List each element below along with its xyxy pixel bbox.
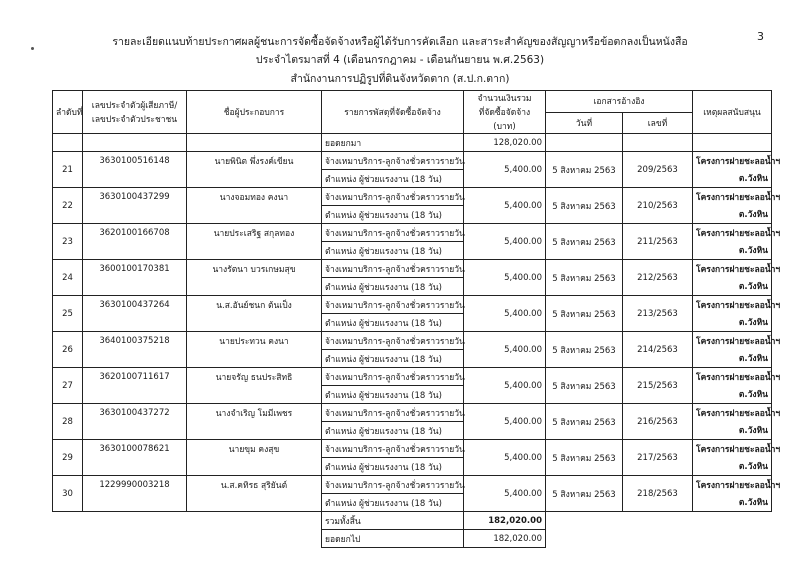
- table-row: [53, 260, 772, 278]
- row-name-blank: [187, 242, 322, 260]
- row-amount: 5,400.00: [464, 152, 546, 188]
- row-description: จ้างเหมาบริการ-ลูกจ้างชั่วคราวรายวัน: [322, 152, 464, 170]
- row-amount: 5,400.00: [464, 188, 546, 224]
- row-vendor-name: น.ส.อันย์ชนก ต้นเป็ง: [187, 296, 322, 314]
- row-description: จ้างเหมาบริการ-ลูกจ้างชั่วคราวรายวัน: [322, 260, 464, 278]
- row-vendor-name: นางจอมทอง คงนา: [187, 188, 322, 206]
- row-vendor-name: นายประเสริฐ สกุลทอง: [187, 224, 322, 242]
- row-vendor-name: นายประทวน คงนา: [187, 332, 322, 350]
- row-position: ตำแหน่ง ผู้ช่วยแรงงาน (18 วัน): [322, 242, 464, 260]
- col-amount-header: จำนวนเงินรวม ที่จัดซื้อจัดจ้าง (บาท): [464, 91, 546, 134]
- document-agency: สำนักงานการปฏิรูปที่ดินจังหวัดตาก (ส.ป.ก.ตาก): [290, 73, 510, 85]
- row-location: ต.วังหิน: [693, 314, 772, 332]
- row-location: ต.วังหิน: [693, 458, 772, 476]
- row-seq: 24: [53, 260, 83, 296]
- row-taxid: 3620100166708: [83, 224, 187, 242]
- table-row: [53, 224, 772, 242]
- row-taxid: 3620100711617: [83, 368, 187, 386]
- row-docno: 209/2563: [623, 152, 693, 188]
- row-description: จ้างเหมาบริการ-ลูกจ้างชั่วคราวรายวัน: [322, 476, 464, 494]
- row-position: ตำแหน่ง ผู้ช่วยแรงงาน (18 วัน): [322, 422, 464, 440]
- row-docno: 211/2563: [623, 224, 693, 260]
- row-reason: โครงการฝายชะลอน้ำฯ: [693, 260, 772, 278]
- procurement-table: [52, 90, 781, 548]
- row-amount: 5,400.00: [464, 440, 546, 476]
- page-number: 3: [757, 30, 764, 43]
- row-position: ตำแหน่ง ผู้ช่วยแรงงาน (18 วัน): [322, 494, 464, 512]
- row-date: 5 สิงหาคม 2563: [546, 404, 623, 440]
- row-taxid: 3600100170381: [83, 260, 187, 278]
- row-date: 5 สิงหาคม 2563: [546, 224, 623, 260]
- row-reason: โครงการฝายชะลอน้ำฯ: [693, 476, 772, 494]
- col-reason-header: เหตุผลสนับสนุน: [693, 91, 772, 134]
- row-taxid: 3630100078621: [83, 440, 187, 458]
- row-taxid-blank: [83, 206, 187, 224]
- row-taxid: 1229990003218: [83, 476, 187, 494]
- col-docno-header: เลขที่: [623, 112, 693, 134]
- table-footer: [53, 512, 772, 548]
- row-taxid-blank: [83, 458, 187, 476]
- table-row: [53, 296, 772, 314]
- row-location: ต.วังหิน: [693, 242, 772, 260]
- row-reason: โครงการฝายชะลอน้ำฯ: [693, 440, 772, 458]
- row-amount: 5,400.00: [464, 476, 546, 512]
- brought-forward-label: ยอดยกมา: [322, 134, 464, 152]
- table-row: [53, 332, 772, 350]
- row-vendor-name: นายขุม คงสุข: [187, 440, 322, 458]
- row-docno: 218/2563: [623, 476, 693, 512]
- row-docno: 217/2563: [623, 440, 693, 476]
- table-row: [53, 404, 772, 422]
- row-location: ต.วังหิน: [693, 278, 772, 296]
- row-location: ต.วังหิน: [693, 494, 772, 512]
- row-position: ตำแหน่ง ผู้ช่วยแรงงาน (18 วัน): [322, 350, 464, 368]
- row-taxid-blank: [83, 278, 187, 296]
- brought-forward-row: [53, 134, 772, 152]
- table-header: [53, 91, 772, 134]
- row-name-blank: [187, 278, 322, 296]
- row-reason: โครงการฝายชะลอน้ำฯ: [693, 332, 772, 350]
- table-row: [53, 368, 772, 386]
- row-position: ตำแหน่ง ผู้ช่วยแรงงาน (18 วัน): [322, 206, 464, 224]
- row-taxid-blank: [83, 314, 187, 332]
- row-date: 5 สิงหาคม 2563: [546, 476, 623, 512]
- brought-forward-amount: 128,020.00: [464, 134, 546, 152]
- row-date: 5 สิงหาคม 2563: [546, 332, 623, 368]
- row-reason: โครงการฝายชะลอน้ำฯ: [693, 404, 772, 422]
- row-location: ต.วังหิน: [693, 422, 772, 440]
- row-date: 5 สิงหาคม 2563: [546, 440, 623, 476]
- row-location: ต.วังหิน: [693, 350, 772, 368]
- table-row: [53, 152, 772, 170]
- total-amount: 182,020.00: [464, 512, 546, 530]
- col-taxid-header: เลขประจำตัวผู้เสียภาษี/ เลขประจำตัวประชาชน: [83, 91, 187, 134]
- row-date: 5 สิงหาคม 2563: [546, 296, 623, 332]
- row-description: จ้างเหมาบริการ-ลูกจ้างชั่วคราวรายวัน: [322, 296, 464, 314]
- col-date-header: วันที่: [546, 112, 623, 134]
- row-taxid-blank: [83, 242, 187, 260]
- row-amount: 5,400.00: [464, 260, 546, 296]
- row-name-blank: [187, 350, 322, 368]
- row-taxid: 3630100437299: [83, 188, 187, 206]
- row-seq: 26: [53, 332, 83, 368]
- row-position: ตำแหน่ง ผู้ช่วยแรงงาน (18 วัน): [322, 314, 464, 332]
- row-name-blank: [187, 386, 322, 404]
- row-location: ต.วังหิน: [693, 206, 772, 224]
- row-location: ต.วังหิน: [693, 386, 772, 404]
- row-amount: 5,400.00: [464, 224, 546, 260]
- row-description: จ้างเหมาบริการ-ลูกจ้างชั่วคราวรายวัน: [322, 440, 464, 458]
- total-row: [53, 512, 772, 530]
- carried-forward-amount: 182,020.00: [464, 530, 546, 548]
- row-name-blank: [187, 170, 322, 188]
- row-seq: 29: [53, 440, 83, 476]
- col-seq-header: ลำดับที่: [53, 91, 83, 134]
- row-reason: โครงการฝายชะลอน้ำฯ: [693, 224, 772, 242]
- row-taxid: 3630100437272: [83, 404, 187, 422]
- row-seq: 30: [53, 476, 83, 512]
- row-name-blank: [187, 314, 322, 332]
- row-date: 5 สิงหาคม 2563: [546, 368, 623, 404]
- row-taxid: 3640100375218: [83, 332, 187, 350]
- row-seq: 23: [53, 224, 83, 260]
- row-date: 5 สิงหาคม 2563: [546, 152, 623, 188]
- row-taxid: 3630100516148: [83, 152, 187, 170]
- table-row: [53, 476, 772, 494]
- row-seq: 28: [53, 404, 83, 440]
- row-vendor-name: น.ส.คทิรธ สุริยันต์: [187, 476, 322, 494]
- row-name-blank: [187, 422, 322, 440]
- row-reason: โครงการฝายชะลอน้ำฯ: [693, 152, 772, 170]
- row-date: 5 สิงหาคม 2563: [546, 260, 623, 296]
- carried-forward-label: ยอดยกไป: [322, 530, 464, 548]
- row-description: จ้างเหมาบริการ-ลูกจ้างชั่วคราวรายวัน: [322, 332, 464, 350]
- row-seq: 22: [53, 188, 83, 224]
- row-name-blank: [187, 458, 322, 476]
- row-amount: 5,400.00: [464, 368, 546, 404]
- row-taxid-blank: [83, 170, 187, 188]
- row-taxid-blank: [83, 422, 187, 440]
- row-vendor-name: นางรัตนา บวรเกษมสุข: [187, 260, 322, 278]
- row-seq: 25: [53, 296, 83, 332]
- row-reason: โครงการฝายชะลอน้ำฯ: [693, 188, 772, 206]
- col-name-header: ชื่อผู้ประกอบการ: [187, 91, 322, 134]
- row-taxid-blank: [83, 350, 187, 368]
- row-position: ตำแหน่ง ผู้ช่วยแรงงาน (18 วัน): [322, 458, 464, 476]
- row-vendor-name: นางจำเริญ โมมีเพชร: [187, 404, 322, 422]
- document-period: ประจำไตรมาสที่ 4 (เดือนกรกฎาคม - เดือนกันยายน พ.ศ.2563): [255, 54, 545, 66]
- table-body: [53, 134, 781, 512]
- row-amount: 5,400.00: [464, 296, 546, 332]
- row-docno: 216/2563: [623, 404, 693, 440]
- row-seq: 27: [53, 368, 83, 404]
- row-description: จ้างเหมาบริการ-ลูกจ้างชั่วคราวรายวัน: [322, 224, 464, 242]
- row-position: ตำแหน่ง ผู้ช่วยแรงงาน (18 วัน): [322, 278, 464, 296]
- col-ref-header: เอกสารอ้างอิง: [546, 91, 693, 113]
- row-docno: 212/2563: [623, 260, 693, 296]
- row-amount: 5,400.00: [464, 404, 546, 440]
- total-label: รวมทั้งสิ้น: [322, 512, 464, 530]
- row-description: จ้างเหมาบริการ-ลูกจ้างชั่วคราวรายวัน: [322, 404, 464, 422]
- document-title: รายละเอียดแนบท้ายประกาศผลผู้ชนะการจัดซื้อจัดจ้างหรือผู้ได้รับการคัดเลือก และสาระสำคัญของสัญญาหรือข้อตกลงเป็นหนังสือ: [112, 36, 688, 48]
- row-date: 5 สิงหาคม 2563: [546, 188, 623, 224]
- row-docno: 214/2563: [623, 332, 693, 368]
- col-desc-header: รายการพัสดุที่จัดซื้อจัดจ้าง: [322, 91, 464, 134]
- row-description: จ้างเหมาบริการ-ลูกจ้างชั่วคราวรายวัน: [322, 188, 464, 206]
- row-seq: 21: [53, 152, 83, 188]
- row-name-blank: [187, 494, 322, 512]
- row-vendor-name: นายพินิต พึ่งรงค์เขียน: [187, 152, 322, 170]
- row-name-blank: [187, 206, 322, 224]
- row-taxid: 3630100437264: [83, 296, 187, 314]
- row-vendor-name: นายจรัญ ธนประสิทธิ: [187, 368, 322, 386]
- row-docno: 210/2563: [623, 188, 693, 224]
- row-position: ตำแหน่ง ผู้ช่วยแรงงาน (18 วัน): [322, 386, 464, 404]
- row-docno: 213/2563: [623, 296, 693, 332]
- row-taxid-blank: [83, 386, 187, 404]
- carried-forward-row: [53, 530, 772, 548]
- row-location: ต.วังหิน: [693, 170, 772, 188]
- row-amount: 5,400.00: [464, 332, 546, 368]
- row-position: ตำแหน่ง ผู้ช่วยแรงงาน (18 วัน): [322, 170, 464, 188]
- row-taxid-blank: [83, 494, 187, 512]
- row-description: จ้างเหมาบริการ-ลูกจ้างชั่วคราวรายวัน: [322, 368, 464, 386]
- row-reason: โครงการฝายชะลอน้ำฯ: [693, 296, 772, 314]
- row-reason: โครงการฝายชะลอน้ำฯ: [693, 368, 772, 386]
- table-row: [53, 188, 772, 206]
- row-docno: 215/2563: [623, 368, 693, 404]
- table-row: [53, 440, 772, 458]
